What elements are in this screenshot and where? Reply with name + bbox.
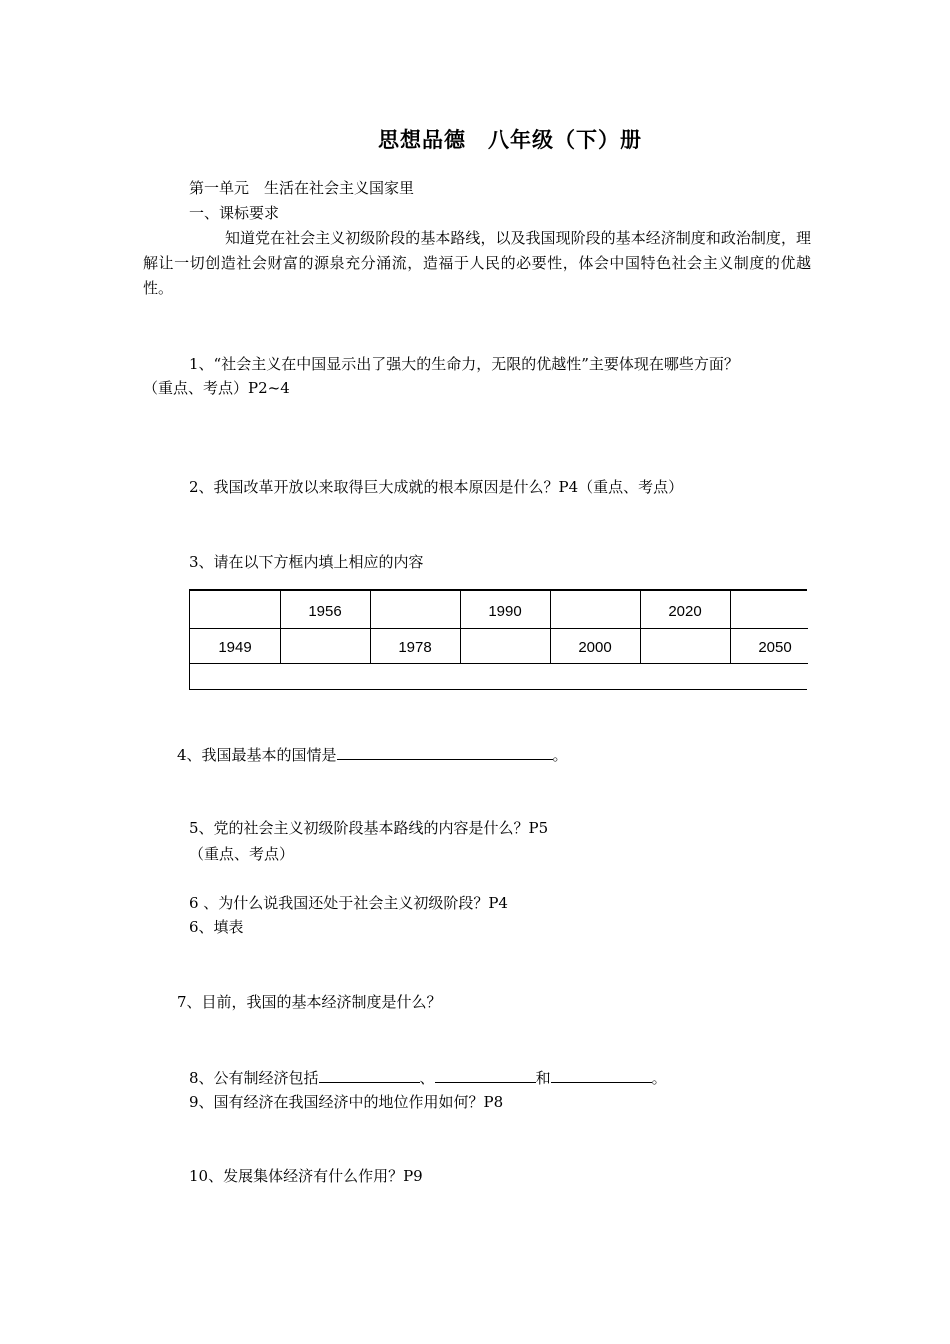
timeline-year: 1990 <box>488 603 522 620</box>
timeline-year: 1956 <box>308 603 342 620</box>
question-8-text: 8、公有制经济包括 <box>189 1069 319 1087</box>
table-row-divider <box>190 628 808 629</box>
answer-blank[interactable] <box>551 1067 652 1083</box>
unit-heading: 第一单元 生活在社会主义国家里 <box>189 179 415 197</box>
table-column-divider <box>460 591 461 663</box>
timeline-table <box>189 589 807 690</box>
table-row-divider <box>190 663 808 664</box>
question-9: 9、国有经济在我国经济中的地位作用如何？P8 <box>189 1093 504 1111</box>
answer-blank[interactable] <box>319 1067 420 1083</box>
question-6a: 6 、为什么说我国还处于社会主义初级阶段？P4 <box>189 894 508 912</box>
timeline-year: 1978 <box>398 639 432 656</box>
question-10: 10、发展集体经济有什么作用？P9 <box>189 1167 423 1185</box>
question-8-sep: 、 <box>419 1069 435 1087</box>
page-title: 思想品德 八年级（下）册 <box>378 127 642 152</box>
timeline-year: 2000 <box>578 639 612 656</box>
answer-blank[interactable] <box>435 1067 536 1083</box>
table-column-divider <box>640 591 641 663</box>
question-8 <box>189 1067 667 1088</box>
question-3: 3、请在以下方框内填上相应的内容 <box>189 553 424 571</box>
question-7: 7、目前，我国的基本经济制度是什么？ <box>177 993 442 1011</box>
question-5-note: （重点、考点） <box>189 845 295 863</box>
timeline-year: 2050 <box>758 639 792 656</box>
question-6b: 6、填表 <box>189 918 244 936</box>
timeline-year: 2020 <box>668 603 702 620</box>
requirement-paragraph: 知道党在社会主义初级阶段的基本路线，以及我国现阶段的基本经济制度和政治制度，理解让一切创造社会财富的源泉充分涌流，造福于人民的必要性，体会中国特色社会主义制度的优越性。 <box>143 229 811 297</box>
timeline-year: 1949 <box>218 639 252 656</box>
table-column-divider <box>280 591 281 663</box>
question-4-end: 。 <box>552 746 568 764</box>
question-4 <box>177 744 568 765</box>
section-heading: 一、课标要求 <box>189 204 280 222</box>
question-5: 5、党的社会主义初级阶段基本路线的内容是什么？P5 <box>189 819 549 837</box>
question-8-end: 。 <box>651 1069 667 1087</box>
question-8-sep: 和 <box>535 1069 551 1087</box>
question-4-text: 4、我国最基本的国情是 <box>177 746 337 764</box>
question-1-note: （重点、考点）P2~4 <box>143 379 290 397</box>
question-2: 2、我国改革开放以来取得巨大成就的根本原因是什么？P4（重点、考点） <box>189 478 684 496</box>
question-1: 1、“社会主义在中国显示出了强大的生命力，无限的优越性”主要体现在哪些方面？ <box>189 355 739 373</box>
answer-blank[interactable] <box>337 744 553 760</box>
